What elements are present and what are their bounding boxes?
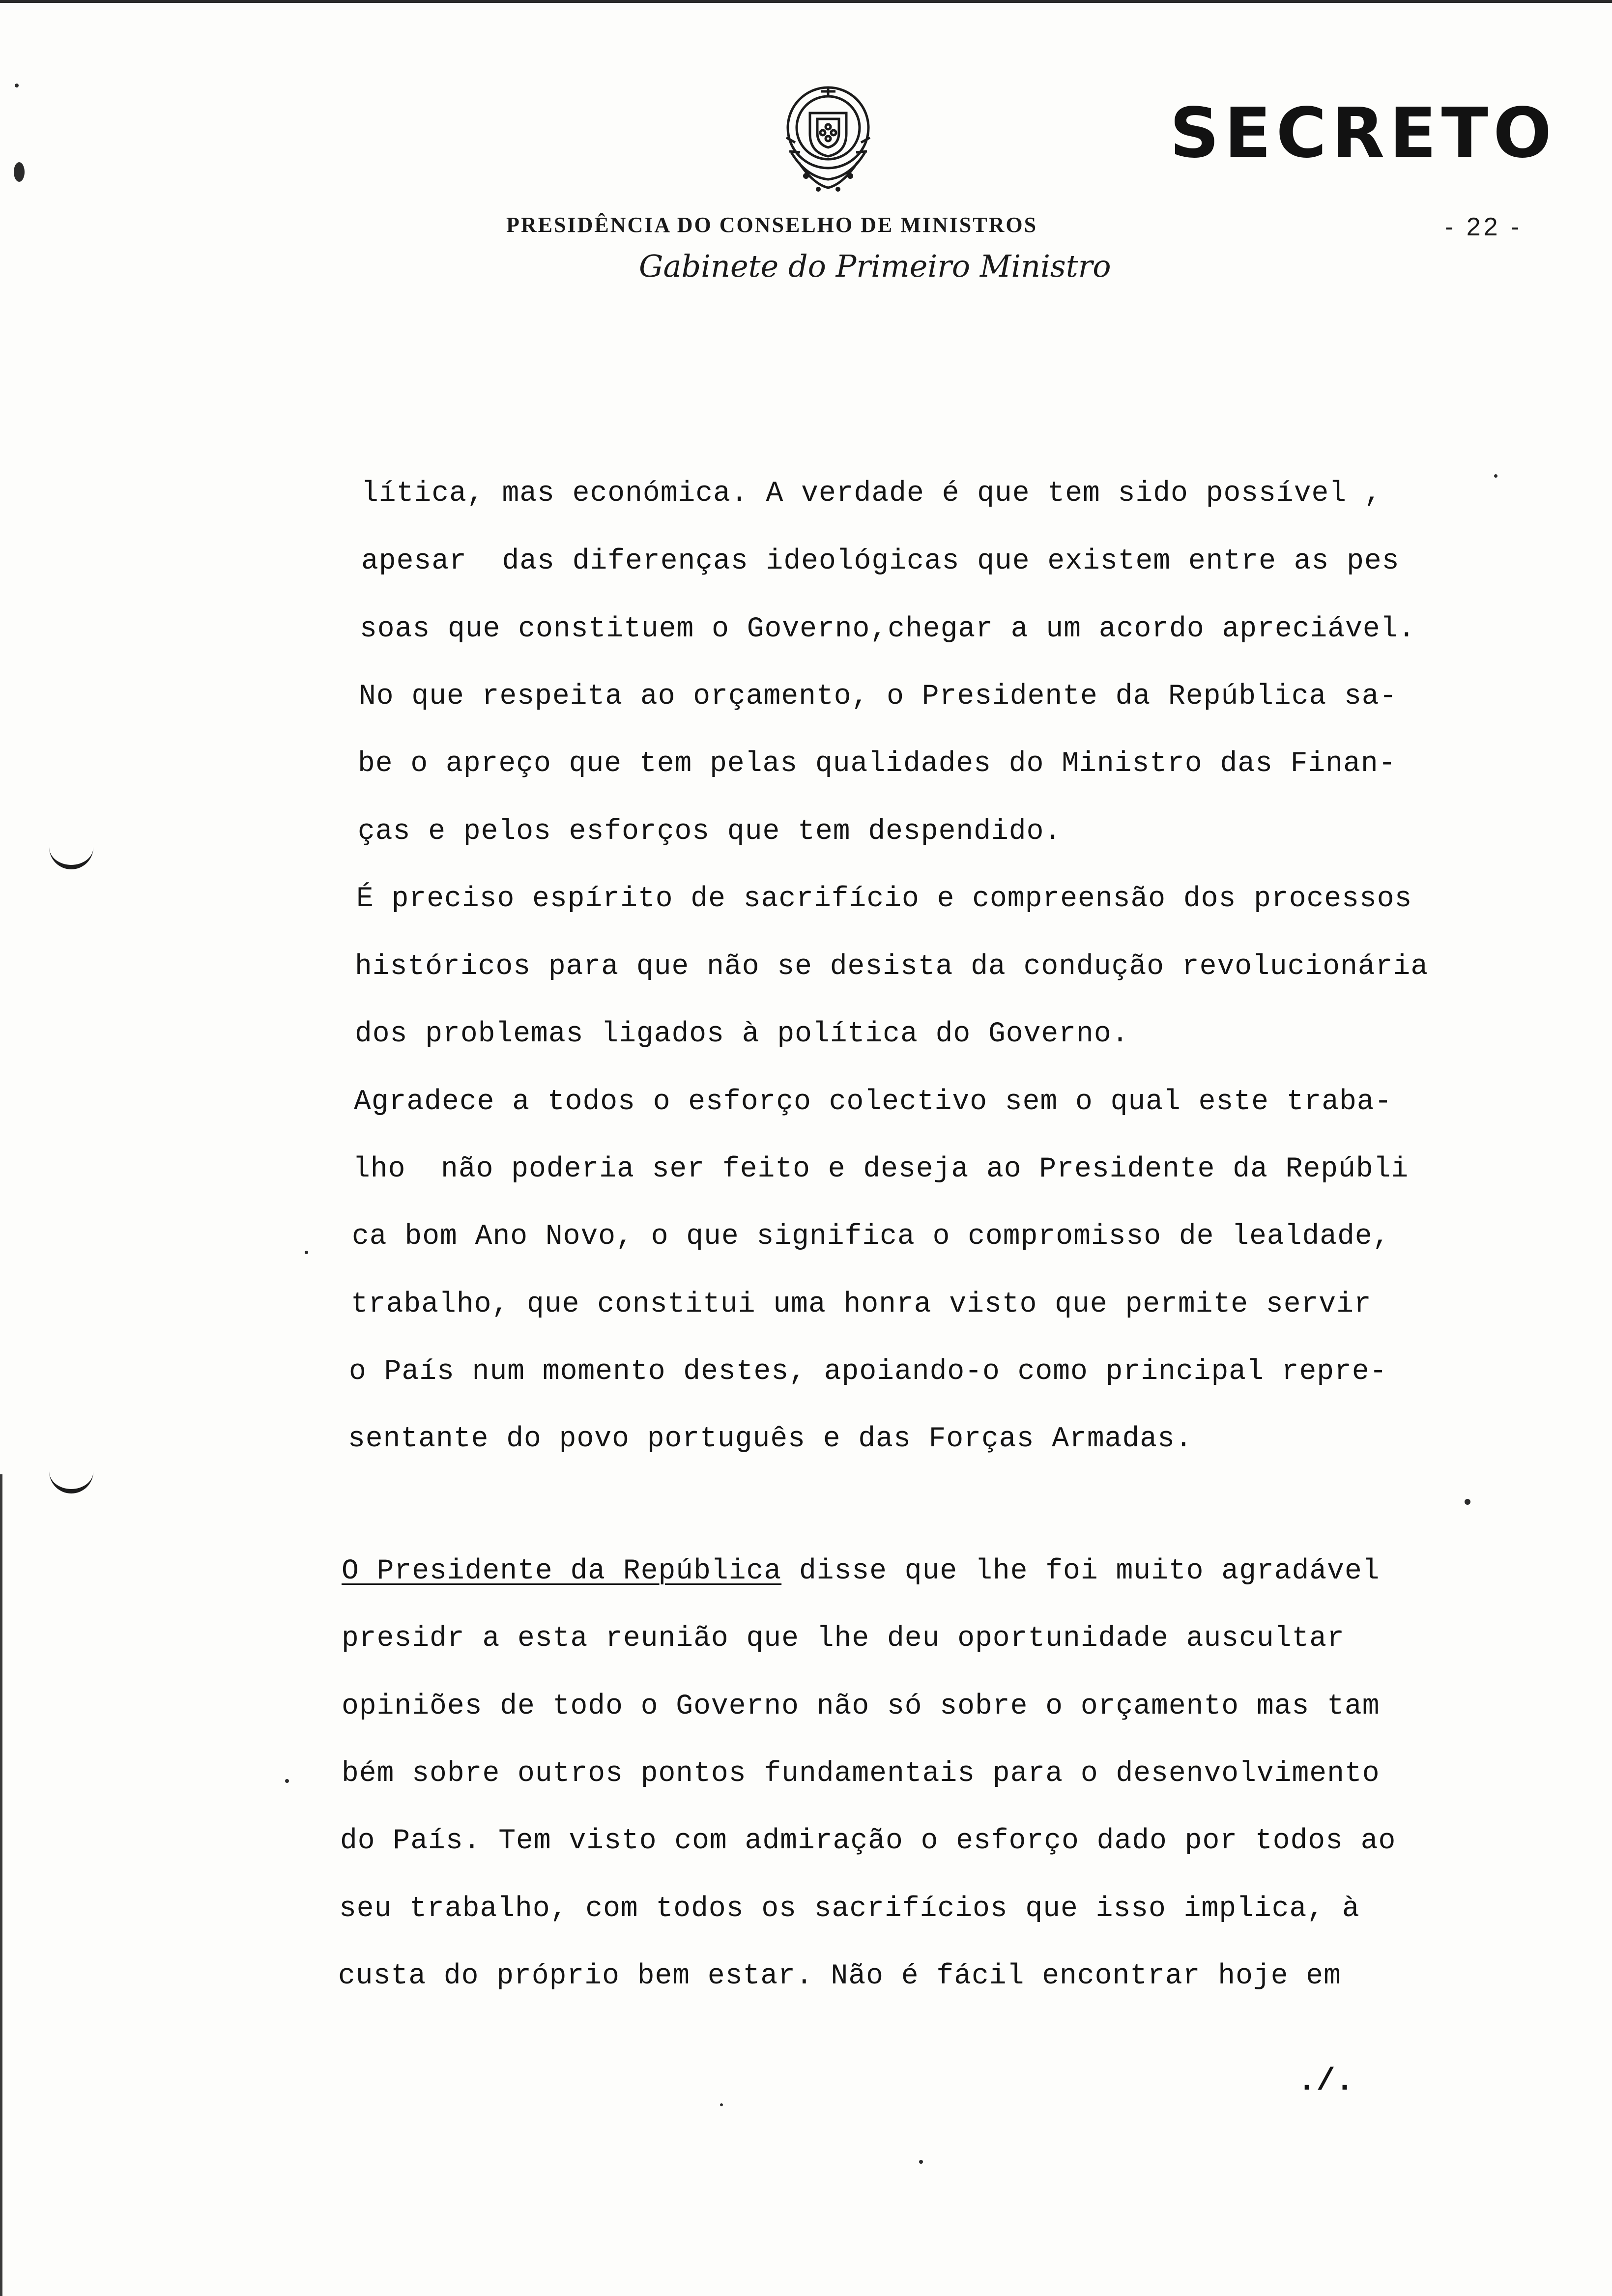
scan-speck [14,162,25,182]
body-line: históricos para que não se desista da condução revolucionária [355,951,1429,983]
scan-speck [15,84,19,87]
scan-speck [1494,474,1497,478]
body-line: soas que constituem o Governo,chegar a um acordo apreciável. [360,613,1416,645]
body-line: ças e pelos esforços que tem despendido. [358,816,1062,848]
speaker-name: O Presidente da República [342,1555,782,1587]
institution-heading: PRESIDÊNCIA DO CONSELHO DE MINISTROS [506,213,1038,237]
body-line: opiniões de todo o Governo não só sobre o orçamento mas tam [342,1691,1380,1722]
body-line: É preciso espírito de sacrifício e compreensão dos processos [356,883,1412,915]
body-line: be o apreço que tem pelas qualidades do Ministro das Finan- [358,748,1396,780]
scan-speck [285,1779,289,1783]
body-line: trabalho, que constitui uma honra visto que permite servir [351,1289,1372,1320]
body-line: apesar das diferenças ideológicas que existem entre as pes [361,545,1400,577]
body-line: o País num momento destes, apoiando-o como principal repre- [349,1356,1387,1388]
scan-speck [919,2160,923,2164]
scan-speck [305,1251,308,1254]
scan-speck [1465,1499,1470,1505]
body-line: do País. Tem visto com admiração o esforço dado por todos ao [340,1825,1396,1857]
page-number: - 22 - [1445,213,1523,241]
body-line: presidr a esta reunião que lhe deu oportunidade auscultar [342,1623,1345,1655]
body-line: bém sobre outros pontos fundamentais para o desenvolvimento [342,1758,1380,1790]
body-line: lítica, mas económica. A verdade é que tem sido possível , [361,478,1382,510]
body-line: ca bom Ano Novo, o que significa o compromisso de lealdade, [352,1221,1390,1253]
classification-stamp: SECRETO [1170,93,1557,173]
office-subheading: Gabinete do Primeiro Ministro [639,248,1111,284]
body-line: seu trabalho, com todos os sacrifícios que isso implica, à [339,1893,1360,1925]
body-line: Agradece a todos o esforço colectivo sem o qual este traba- [354,1086,1392,1118]
body-line: custa do próprio bem estar. Não é fácil encontrar hoje em [338,1960,1341,1992]
body-line: sentante do povo português e das Forças Armadas. [348,1423,1193,1455]
body-line: lho não poderia ser feito e deseja ao Presidente da Repúbli [353,1153,1409,1185]
body-line: dos problemas ligados à política do Governo. [355,1018,1129,1050]
continuation-mark: ./. [1297,2064,1354,2099]
speaker-line [342,1555,1380,1587]
body-line: No que respeita ao orçamento, o Presidente da República sa- [359,681,1397,713]
scan-speck [720,2103,723,2106]
speaker-line-rest: disse que lhe foi muito agradável [781,1555,1380,1587]
